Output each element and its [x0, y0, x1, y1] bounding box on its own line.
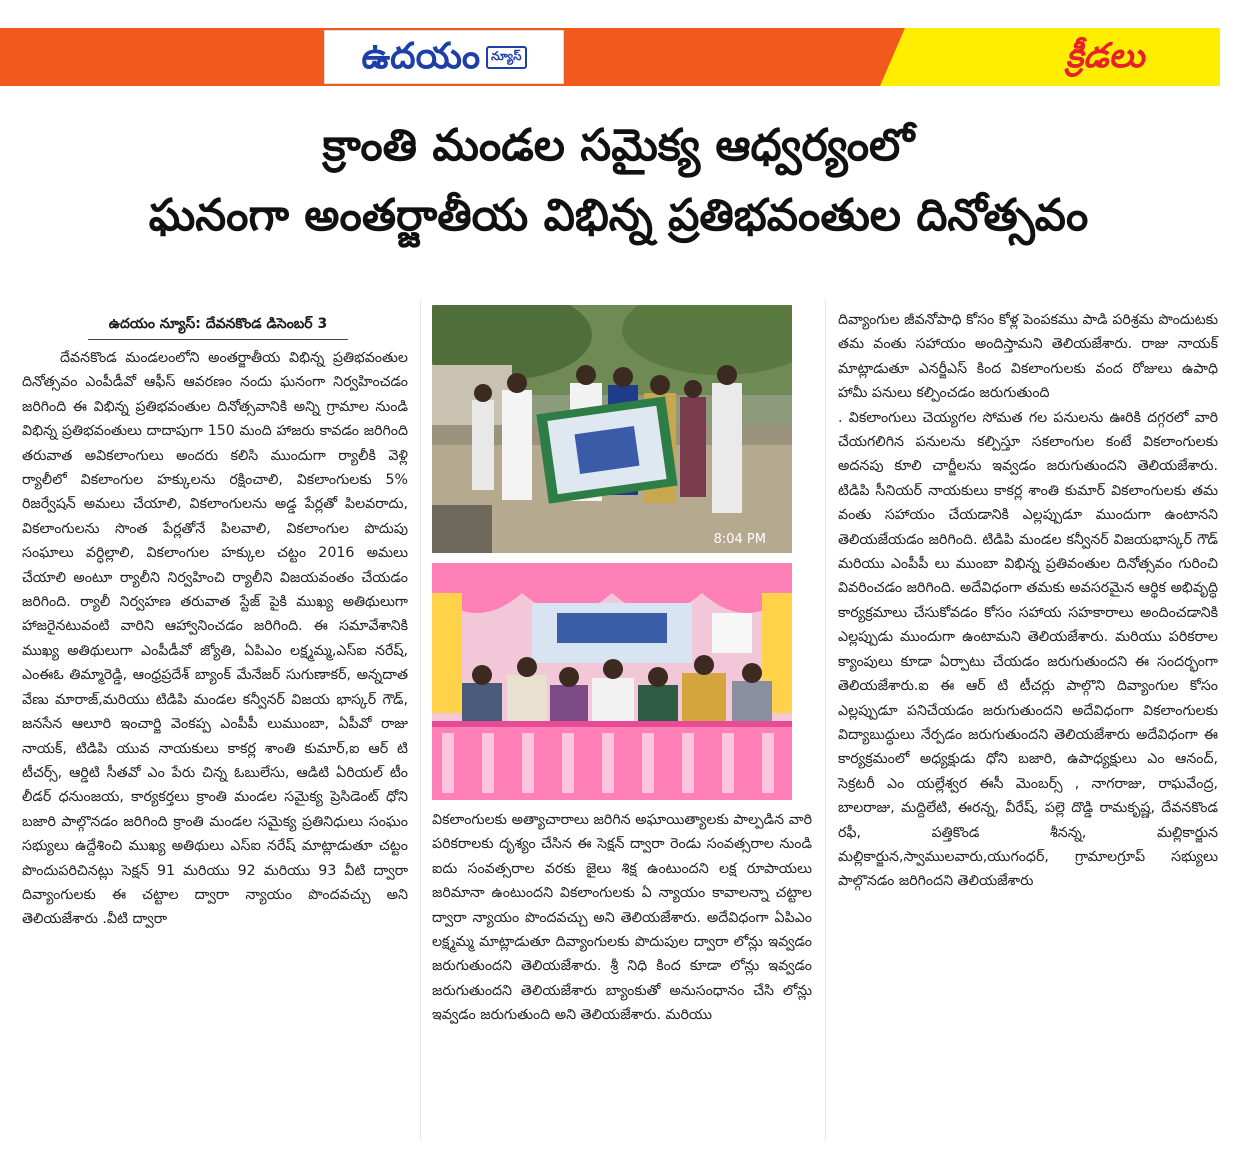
rally-photo-image: [432, 305, 792, 553]
newspaper-logo: [324, 30, 564, 84]
article-column-right: [838, 308, 1218, 1138]
headline-line-2: ఘనంగా అంతర్జాతీయ విభిన్న ప్రతిభవంతుల దినోత్సవం: [148, 190, 1089, 241]
column-divider: [420, 300, 421, 1140]
logo-text: ఉదయం: [361, 36, 481, 77]
article-paragraph: . వికలాంగులు చెయ్యగల సోమత గల పనులను ఊరికి దగ్గరలో వారి చేయగలిగిన పనులను కల్పిస్తూ సకలాంగుల కంటే వికలాంగులకు అదనపు కూలి చార్జీలను ఇవ్వడం జరుగుతుందని తెలియజేశారు. టిడిపి సీనియర్ నాయకులు కాకర్ల శాంతి కుమార్ వికలాంగులకు తమ వంతు సహాయం చేయడానికి ఎల్లప్పుడూ ముందుగా ఉంటానని తెలియజేయడం జరిగింది. టిడిపి మండల కన్వీనర్ విజయభాస్కర్ గౌడ్ మరియు ఎంపీపీ లు ముంబా విభిన్న ప్రతివంతుల దినోత్సవం గురించి వివరించడం జరిగింది. అదేవిధంగా తమకు అవసరమైన ఆర్థిక అభివృద్ధి కార్యక్రమాలు చేసుకోవడం కోసం సహాయ సహకారాలు అందించడానికి ఎల్లప్పుడు ముందుగా ఉంటామని తెలియజేశారు. మరియు పరికరాల క్యాంపులు కూడా ఏర్పాటు చేయడం జరుగుతుందని ఈ సందర్భంగా తెలియజేశారు.ఐ ఈ ఆర్ టి టీచర్లు పాల్గొని దివ్యాంగుల కోసం ఎల్లప్పుడూ పనిచేయడం జరుగుతుందని అదేవిధంగా వికలాంగులకు విద్యాబుద్ధులు నేర్పడం జరుగుతుందని తెలియజేశారు అదేవిధంగా ఈ కార్యక్రమంలో అధ్యక్షుడు ధోని బజారి, ఉపాధ్యక్షులు ఎం ఆనంద్, సెక్రటరీ ఎం యల్లేశ్వర ఈసీ మెంబర్స్ , నాగరాజు, రాఘవేంద్ర, బాలరాజు, మద్దిలేటి, ఈరన్న, వీరేష్, పల్లె దొడ్డి రామకృష్ణ, దేవనకొండ రఫీ, పత్తికొండ శీనన్న, మల్లికార్జున మల్లికార్జున,స్వాములవారు,యుగంధర్, గ్రామాలగ్రూప్ సభ్యులు పాల్గొనడం జరిగిందని తెలియజేశారు: [838, 409, 1218, 890]
rally-photo: [432, 305, 792, 553]
stage-meeting-photo-image: [432, 563, 792, 800]
logo-sub-text: న్యూస్: [486, 46, 526, 69]
column-divider: [825, 300, 826, 1140]
article-paragraph: దివ్యాంగుల జీవనోపాధి కోసం కోళ్ల పెంపకము పాడి పరిశ్రమ పొందుటకు తమ వంతు సహాయం అందిస్తామని తెలియజేశారు. రాజు నాయక్ మాట్లాడుతూ ఎనర్జీఎస్ కింద వికలాంగులకు వంద రోజులు ఉపాధి హామీ పనులు కల్పించడం జరుగుతుంది: [838, 312, 1218, 402]
headline-line-1: క్రాంతి మండల సమైక్య ఆధ్వర్యంలో: [322, 120, 915, 171]
dateline: ఉదయం న్యూస్: దేవనకొండ డిసెంబర్ 3: [88, 316, 348, 340]
stage-meeting-photo: [432, 563, 792, 800]
article-paragraph: దేవనకొండ మండలంలోని అంతర్జాతీయ విభిన్న ప్రతిభవంతుల దినోత్సవం ఎంపీడీవో ఆఫీస్ ఆవరణం నందు ఘనంగా నిర్వహించడం జరిగింది ఈ విభిన్న ప్రతిభవంతుల దినోత్సవానికి అన్ని గ్రామాల నుండి విభిన్న ప్రతిభవంతులు దాదాపుగా 150 మంది హాజరు కావడం జరిగింది తరువాత అవికలాంగులు అందరు కలిసి ముందుగా ర్యాలీకి వెళ్లి ర్యాలీలో వికలాంగుల హక్కులను రక్షించాలి, వికలాంగులకు 5% రిజర్వేషన్ అమలు చేయాలి, వికలాంగులను అడ్డ పేర్లతో పిలవరాదు, వికలాంగులను సొంత పేర్లతోనే పిలవాలి, వికలాంగుల పొదుపు సంఘాలు వర్ధిల్లాలి, వికలాంగుల హక్కుల చట్టం 2016 అమలు చేయాలి అంటూ ర్యాలీని నిర్వహించి ర్యాలీని విజయవంతం చేయడం జరిగింది. ర్యాలీ నిర్వహణ తరువాత స్టేజ్ పైకి ముఖ్య అతిథులుగా హాజరైనటువంటి వారిని ఆహ్వానించడం జరిగింది. ఈ సమావేశానికి ముఖ్య అతిథులుగా ఎంపీడీవో జ్యోతి, ఏపిఎం లక్ష్మమ్మ,ఎస్ఐ నరేష్, ఎంఈఓ తిమ్మారెడ్డి, ఆంధ్రప్రదేశ్ బ్యాంక్ మేనేజర్ సుగుణాకర్, అన్నదాత వేణు మారాజ్,మరియు టిడిపి మండల కన్వీనర్ విజయ భాస్కర్ గౌడ్, జనసేన ఆలూరి ఇంచార్జి వెంకప్ప ఎంపీపీ లుముంబా, ఏపీవో రాజు నాయక్, టిడిపి యువ నాయకులు కాకర్ల శాంతి కుమార్,ఐ ఆర్ టి టీచర్స్, ఆర్డిటి సీతవో ఎం పేరు చిన్న ఓబులేసు, ఆడిటి ఏరియల్ టీం లీడర్ ధనుంజయ, కార్యకర్తలు క్రాంతి మండల సమైక్య ప్రెసిడెంట్ ధోని బజారి పాల్గొనడం జరిగింది క్రాంతి మండల సమైక్య ప్రతినిధులు సంఘం సభ్యులు ఉద్దేశించి ముఖ్య అతిథులు ఎస్ఐ నరేష్ మాట్లాడుతూ చట్టం పొందుపరిచినట్లు సెక్షన్ 91 మరియు 92 మరియు 93 వీటి ద్వారా దివ్యాంగులకు ఈ చట్టాల ద్వారా న్యాయం పొందవచ్చు అని తెలియజేశారు .వీటి ద్వారా: [22, 350, 408, 928]
article-column-left: [22, 346, 408, 1136]
article-column-middle: [432, 808, 812, 1138]
article-paragraph: వికలాంగులకు అత్యాచారాలు జరిగిన అఘాయిత్యాలకు పాల్పడిన వారి పరికరాలకు దృశ్యం చేసిన ఈ సెక్షన్ ద్వారా రెండు సంవత్సరాల నుండి ఐదు సంవత్సరాల వరకు జైలు శిక్ష ఉంటుందని లక్ష రూపాయలు జరిమానా ఉంటుందని వికలాంగులకు ఏ న్యాయం కావాలన్నా చట్టాల ద్వారా న్యాయం పొందవచ్చు అని తెలియజేశారు. అదేవిధంగా ఏపిఎం లక్ష్మమ్మ మాట్లాడుతూ దివ్యాంగులకు పొదుపుల ద్వారా లోన్లు ఇవ్వడం జరుగుతుందని తెలియజేశారు. శ్రీ నిధి కింద కూడా లోన్లు ఇవ్వడం జరుగుతుందని తెలియజేశారు బ్యాంకుతో అనుసంధానం చేసి లోన్లు ఇవ్వడం జరుగుతుంది అని తెలియజేశారు. మరియు: [432, 812, 812, 1024]
photo-timestamp: 8:04 PM: [713, 532, 766, 547]
section-label: క్రీడలు: [1065, 36, 1145, 76]
